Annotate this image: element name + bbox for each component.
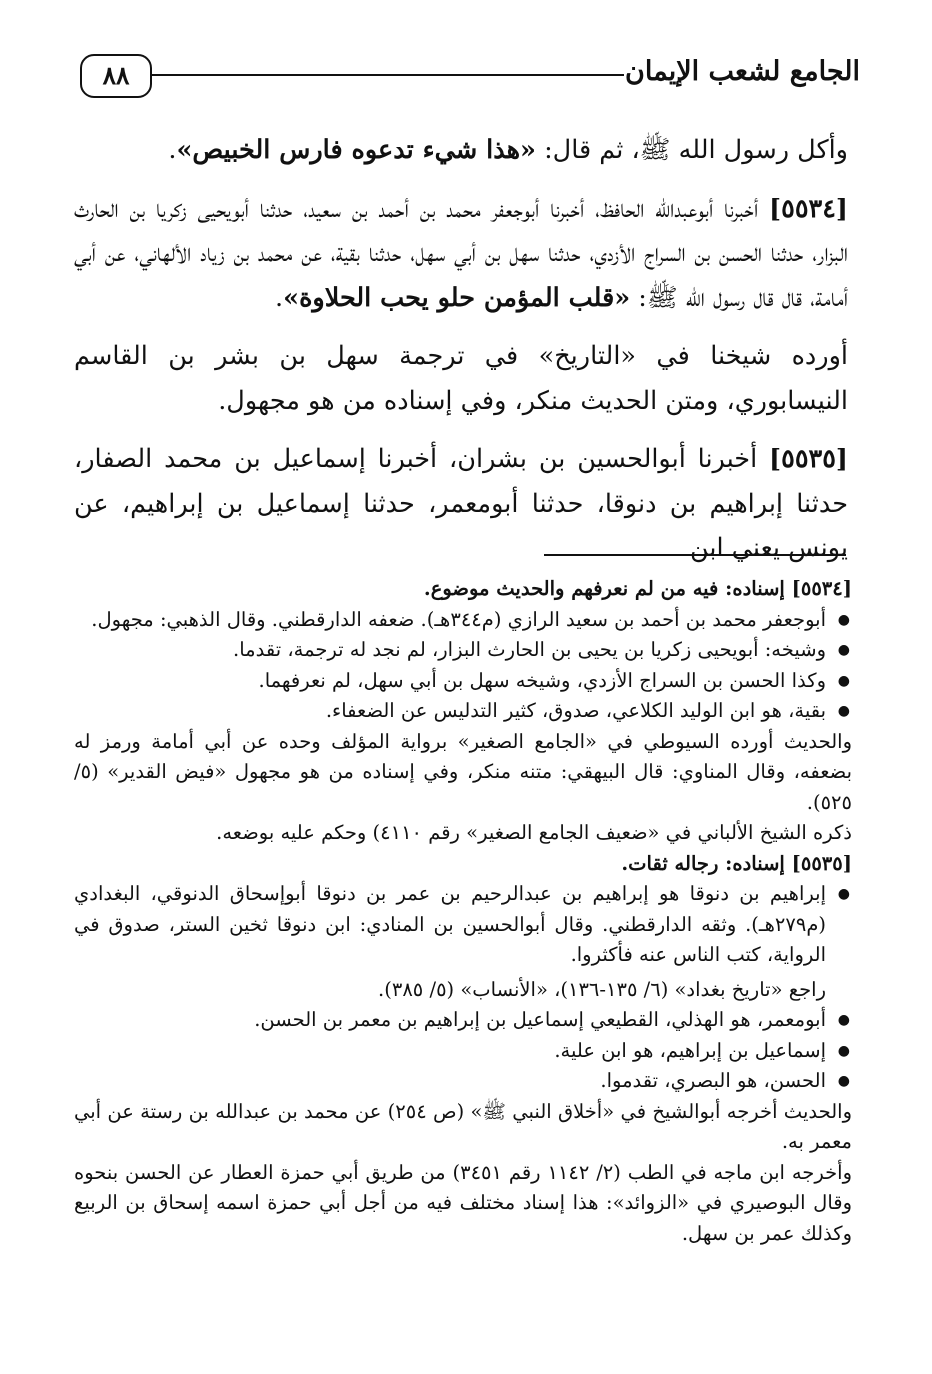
page-number: ٨٨ [80, 54, 152, 98]
header-rule [150, 74, 624, 76]
hadith-5535 [74, 437, 848, 571]
p1-prefix: وأكل رسول الله ﷺ، ثم قال: [535, 135, 848, 165]
page-header [72, 52, 860, 102]
running-title: الجامع لشعب الإيمان [625, 56, 860, 87]
note-5534-title: [٥٥٣٤] إسناده: فيه من لم نعرفهم والحديث موضوع. [423, 577, 852, 600]
note-5534-paragraph-2: ذكره الشيخ الألباني في «ضعيف الجامع الصغير» رقم ٤١١٠) وحكم عليه بوضعه. [216, 821, 852, 844]
hadith-5534-suffix: . [275, 282, 284, 313]
list-item: ● وكذا الحسن بن السراج الأزدي، وشيخه سهل بن أبي سهل، لم نعرفهما. [74, 666, 852, 697]
note-5535-paragraph-2: وأخرجه ابن ماجه في الطب (٢/ ١١٤٢ رقم ٣٤٥١) من طريق أبي حمزة العطار عن الحسن بنحوه وقال البوصيري في «الزوائد»: هذا إسناد مختلف فيه من أجل أبي حمزة اسمه إسحاق بن الربيع وكذلك عمر بن سهل. [74, 1160, 852, 1245]
hadith-5535-chain: أخبرنا أبوالحسين بن بشران، أخبرنا إسماعيل بن محمد الصفار، حدثنا إبراهيم بن دنوقا، حدثنا أبومعمر، حدثنا إسماعيل بن إبراهيم، عن يونس يعني ابن [74, 444, 848, 563]
note-5535-reference: راجع «تاريخ بغداد» (٦/ ١٣٥-١٣٦)، «الأنساب» (٥/ ٣٨٥). [378, 977, 826, 1001]
main-text [74, 128, 848, 571]
note-5534-list [74, 605, 852, 727]
commentary-paragraph: أورده شيخنا في «التاريخ» في ترجمة سهل بن بشر بن القاسم النيسابوري، ومتن الحديث منكر، وفي إسناده من هو مجهول. [74, 341, 848, 416]
hadith-5534-chain: أخبرنا أبوعبدالله الحافظ، أخبرنا أبوجعفر محمد بن أحمد بن سعيد، حدثنا أبويحيى زكريا بن الحارث البزار، حدثنا الحسن بن السراج الأزدي، حدثنا سهل بن أبي سهل، حدثنا بقية، عن محمد بن زياد الألهاني، عن أبي أمامة، قال قال رسول الله ﷺ: [74, 193, 848, 313]
note-5535-paragraph-1: والحديث أخرجه أبوالشيخ في «أخلاق النبي ﷺ» (ص ٢٥٤) عن محمد بن عبدالله بن رستة عن أبي معمر به. [74, 1099, 852, 1153]
note-5535-list-2 [74, 1005, 852, 1097]
hadith-number-5534: [٥٥٣٤] [769, 193, 848, 224]
list-item: ● الحسن، هو البصري، تقدموا. [74, 1066, 852, 1097]
p1-suffix: . [168, 135, 177, 165]
paragraph-1 [74, 128, 848, 173]
hadith-5534-matn: «قلب المؤمن حلو يحب الحلاوة» [283, 282, 631, 313]
note-5534-paragraph-1: والحديث أورده السيوطي في «الجامع الصغير» برواية المؤلف وحده عن أبي أمامة ورمز له بضعفه، وقال المناوي: قال البيهقي: متنه منكر، وفي إسناده من هو مجهول «فيض القدير» (٥/ ٥٢٥). [74, 729, 852, 814]
list-item: ● بقية، هو ابن الوليد الكلاعي، صدوق، كثير التدليس عن الضعفاء. [74, 696, 852, 727]
hadith-5534 [74, 187, 848, 321]
list-item: ● إسماعيل بن إبراهيم، هو ابن علية. [74, 1036, 852, 1067]
p1-hadith-quote: «هذا شيء تدعوه فارس الخبيص» [176, 135, 536, 165]
note-5535-list [74, 879, 852, 971]
footnotes [74, 574, 852, 1249]
list-item: ● أبوجعفر محمد بن أحمد بن سعيد الرازي (م٣٤٤هـ). ضعفه الدارقطني. وقال الذهبي: مجهول. [74, 605, 852, 636]
list-item: ● إبراهيم بن دنوقا هو إبراهيم بن عبدالرحيم بن عمر بن دنوقا أبوإسحاق الدنوقي، البغدادي (م٢٧٩هـ). وثقه الدارقطني. وقال أبوالحسين بن المنادي: ابن دنوقا ثخين الستر، صدوق في الرواية، كتب الناس عنه فأكثروا. [74, 879, 852, 971]
hadith-number-5535: [٥٥٣٥] [769, 444, 848, 474]
list-item: ● وشيخه: أبويحيى زكريا بن يحيى بن الحارث البزار، لم نجد له ترجمة، تقدما. [74, 635, 852, 666]
list-item: ● أبومعمر، هو الهذلي، القطيعي إسماعيل بن إبراهيم بن معمر بن الحسن. [74, 1005, 852, 1036]
footnote-divider [544, 554, 846, 556]
note-5535-title: [٥٥٣٥] إسناده: رجاله ثقات. [621, 851, 852, 875]
